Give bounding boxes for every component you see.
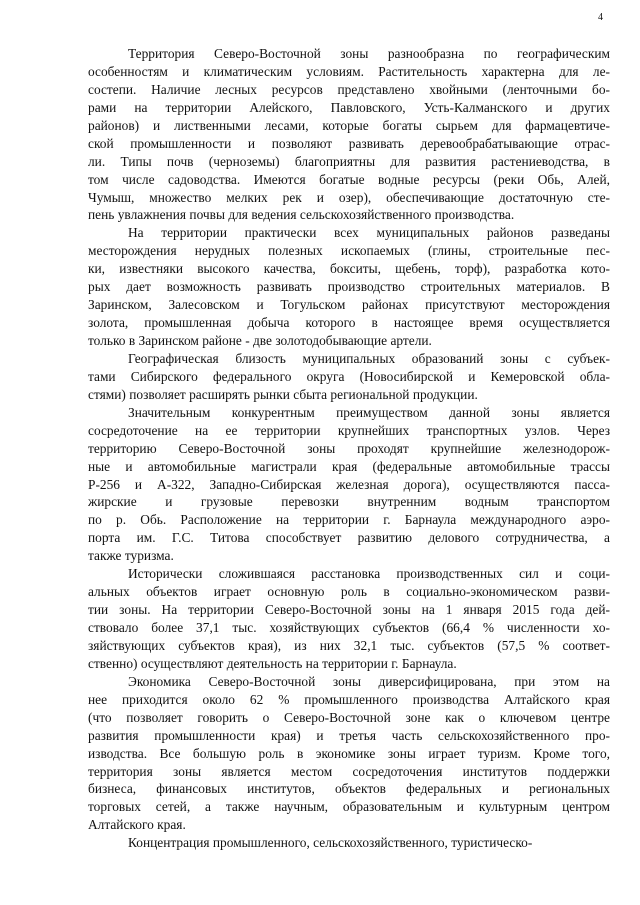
paragraph-history [88, 565, 610, 673]
text-line: Экономика Северо-Восточной зоны диверсифицирована, при этом на [128, 673, 610, 689]
text-line: только в Заринском районе - две золотодобывающие артели. [88, 333, 432, 348]
text-line: особенностям и климатическим условиям. Растительность характерна для ле- [88, 63, 610, 79]
text-line: ской промышленности и позволяют развивать деревообрабатывающие отрас- [88, 135, 610, 151]
text-line: Концентрация промышленного, сельскохозяйственного, туристическо- [128, 835, 533, 851]
text-line: альных объектов играет основную роль в социально-экономическом разви- [88, 584, 610, 600]
text-line: сосредоточение на ее территории крупнейших транспортных узлов. Через [88, 422, 610, 438]
page-number: 4 [598, 12, 603, 23]
text-line: нее приходится около 62 % промышленного производства Алтайского края [88, 691, 610, 707]
text-line: состепи. Наличие лесных ресурсов представлено хвойными (ленточными бо- [88, 81, 610, 97]
text-line: ные и автомобильные магистрали края (федеральные автомобильные трассы [88, 458, 610, 474]
text-line: Р-256 и А-322, Западно-Сибирская железная дорога), осуществляются пасса- [88, 476, 610, 492]
text-line: Чумыш, множество мелких рек и озер), обеспечивающие достаточную сте- [88, 189, 610, 205]
text-line: тами Сибирского федерального округа (Новосибирской и Кемеровской обла- [88, 368, 610, 384]
text-line: Значительным конкурентным преимуществом данной зоны является [128, 404, 610, 420]
paragraph-minerals [88, 224, 610, 350]
text-line: также туризма. [88, 548, 174, 564]
text-line: ствовало более 37,1 тыс. хозяйствующих субъектов (66,4 % численности хо- [88, 620, 610, 635]
paragraph-proximity [88, 350, 610, 404]
text-line: жирские и грузовые перевозки внутренним водным транспортом [88, 494, 610, 510]
text-line: месторождения нерудных полезных ископаемых (глины, строительные пес- [88, 243, 610, 259]
text-line: пень увлажнения почвы для ведения сельскохозяйственного производства. [88, 207, 515, 223]
text-line: Заринском, Залесовском и Тогульском районах присутствуют месторождения [88, 297, 610, 313]
text-line: зяйствующих субъектов края), из них 32,1 тыс. субъектов (57,5 % соответ- [88, 637, 610, 653]
paragraph-economy [88, 673, 610, 834]
text-line: торговых сетей, а также научным, образовательным и культурным центром [88, 799, 610, 815]
text-line: ли. Типы почв (черноземы) благоприятны для развития растениеводства, в [88, 153, 610, 169]
paragraph-transport [88, 404, 610, 565]
paragraph-concentration [88, 834, 610, 852]
text-line: территория зоны является местом сосредоточения институтов поддержки [88, 763, 610, 779]
text-line: ственно) осуществляют деятельность на территории г. Барнаула. [88, 655, 457, 671]
text-line: тии зоны. На территории Северо-Восточной зоны на 1 января 2015 года дей- [88, 602, 610, 618]
text-line: (что позволяет говорить о Северо-Восточной зоне как о ключевом центре [88, 709, 610, 725]
paragraph-geography [88, 45, 610, 224]
text-line: рых дает возможность развивать производство строительных материалов. В [88, 279, 610, 295]
text-line: порта им. Г.С. Титова способствует развитию делового сотрудничества, а [88, 530, 610, 546]
text-line: по р. Обь. Расположение на территории г. Барнаула международного аэро- [88, 512, 610, 528]
text-line: том числе садоводства. Имеются богатые водные ресурсы (реки Обь, Алей, [88, 171, 610, 187]
text-line: стями) позволяет расширять рынки сбыта региональной продукции. [88, 386, 478, 402]
text-line: Географическая близость муниципальных образований зоны с субъек- [128, 350, 610, 366]
text-line: Территория Северо-Восточной зоны разнообразна по географическим [128, 46, 610, 61]
text-line: ки, известняки высокого качества, бокситы, щебень, торф), разработка кото- [88, 261, 610, 277]
text-line: Исторически сложившаяся расстановка производственных сил и соци- [128, 566, 610, 582]
text-line: территорию Северо-Восточной зоны проходят крупнейшие железнодорож- [88, 440, 610, 456]
document-body [88, 45, 610, 852]
text-line: районов) и лиственными лесами, которые богаты сырьем для фармацевтиче- [88, 117, 610, 133]
text-line: развития промышленности края) и третья часть сельскохозяйственного про- [88, 727, 610, 743]
text-line: На территории практически всех муниципальных районов разведаны [128, 225, 610, 241]
text-line: бизнеса, финансовых институтов, объектов федеральных и региональных [88, 781, 610, 797]
text-line: рами на территории Алейского, Павловского, Усть-Калманского и других [88, 99, 610, 115]
text-line: золота, промышленная добыча которого в настоящее время осуществляется [88, 315, 610, 331]
text-line: Алтайского края. [88, 817, 186, 833]
text-line: изводства. Все большую роль в экономике зоны играет туризм. Кроме того, [88, 745, 610, 761]
